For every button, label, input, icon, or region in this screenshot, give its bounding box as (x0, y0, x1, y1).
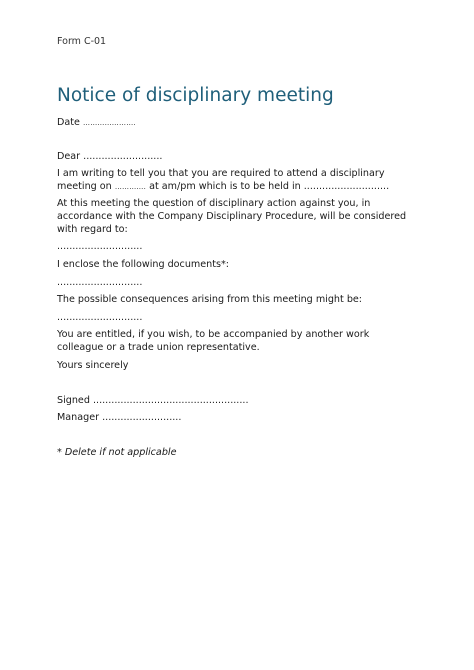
salutation: Dear .......................... (57, 151, 163, 162)
consequences-blank: ............................ (57, 312, 143, 323)
para1-line2 (57, 180, 389, 194)
consequences-text: The possible consequences arising from this meeting might be: (57, 294, 363, 305)
para2-line3: with regard to: (57, 224, 128, 235)
signed-line: Signed ................................................... (57, 395, 249, 406)
date-label: Date (57, 117, 80, 128)
para3-line1: You are entitled, if you wish, to be accompanied by another work (57, 329, 370, 340)
meeting-date-blank: …………. (114, 183, 147, 191)
date-blank: …………………. (83, 119, 136, 127)
documents-blank: ............................ (57, 277, 143, 288)
date-line (57, 116, 136, 130)
para2-line1: At this meeting the question of disciplinary action against you, in (57, 198, 371, 209)
manager-line: Manager .......................... (57, 412, 182, 423)
para3-line2: colleague or a trade union representative. (57, 342, 260, 353)
document-title: Notice of disciplinary meeting (57, 85, 334, 106)
regard-blank: ............................ (57, 241, 143, 252)
para1-line1: I am writing to tell you that you are required to attend a disciplinary (57, 168, 385, 179)
closing: Yours sincerely (57, 360, 129, 371)
para1-meeting-on: meeting on (57, 181, 112, 192)
enclose-documents: I enclose the following documents*: (57, 259, 230, 270)
footnote: * Delete if not applicable (57, 447, 177, 458)
para1-time-location: at am/pm which is to be held in ............................ (149, 181, 390, 192)
para2-line2: accordance with the Company Disciplinary Procedure, will be considered (57, 211, 407, 222)
form-code: Form C-01 (57, 36, 107, 47)
